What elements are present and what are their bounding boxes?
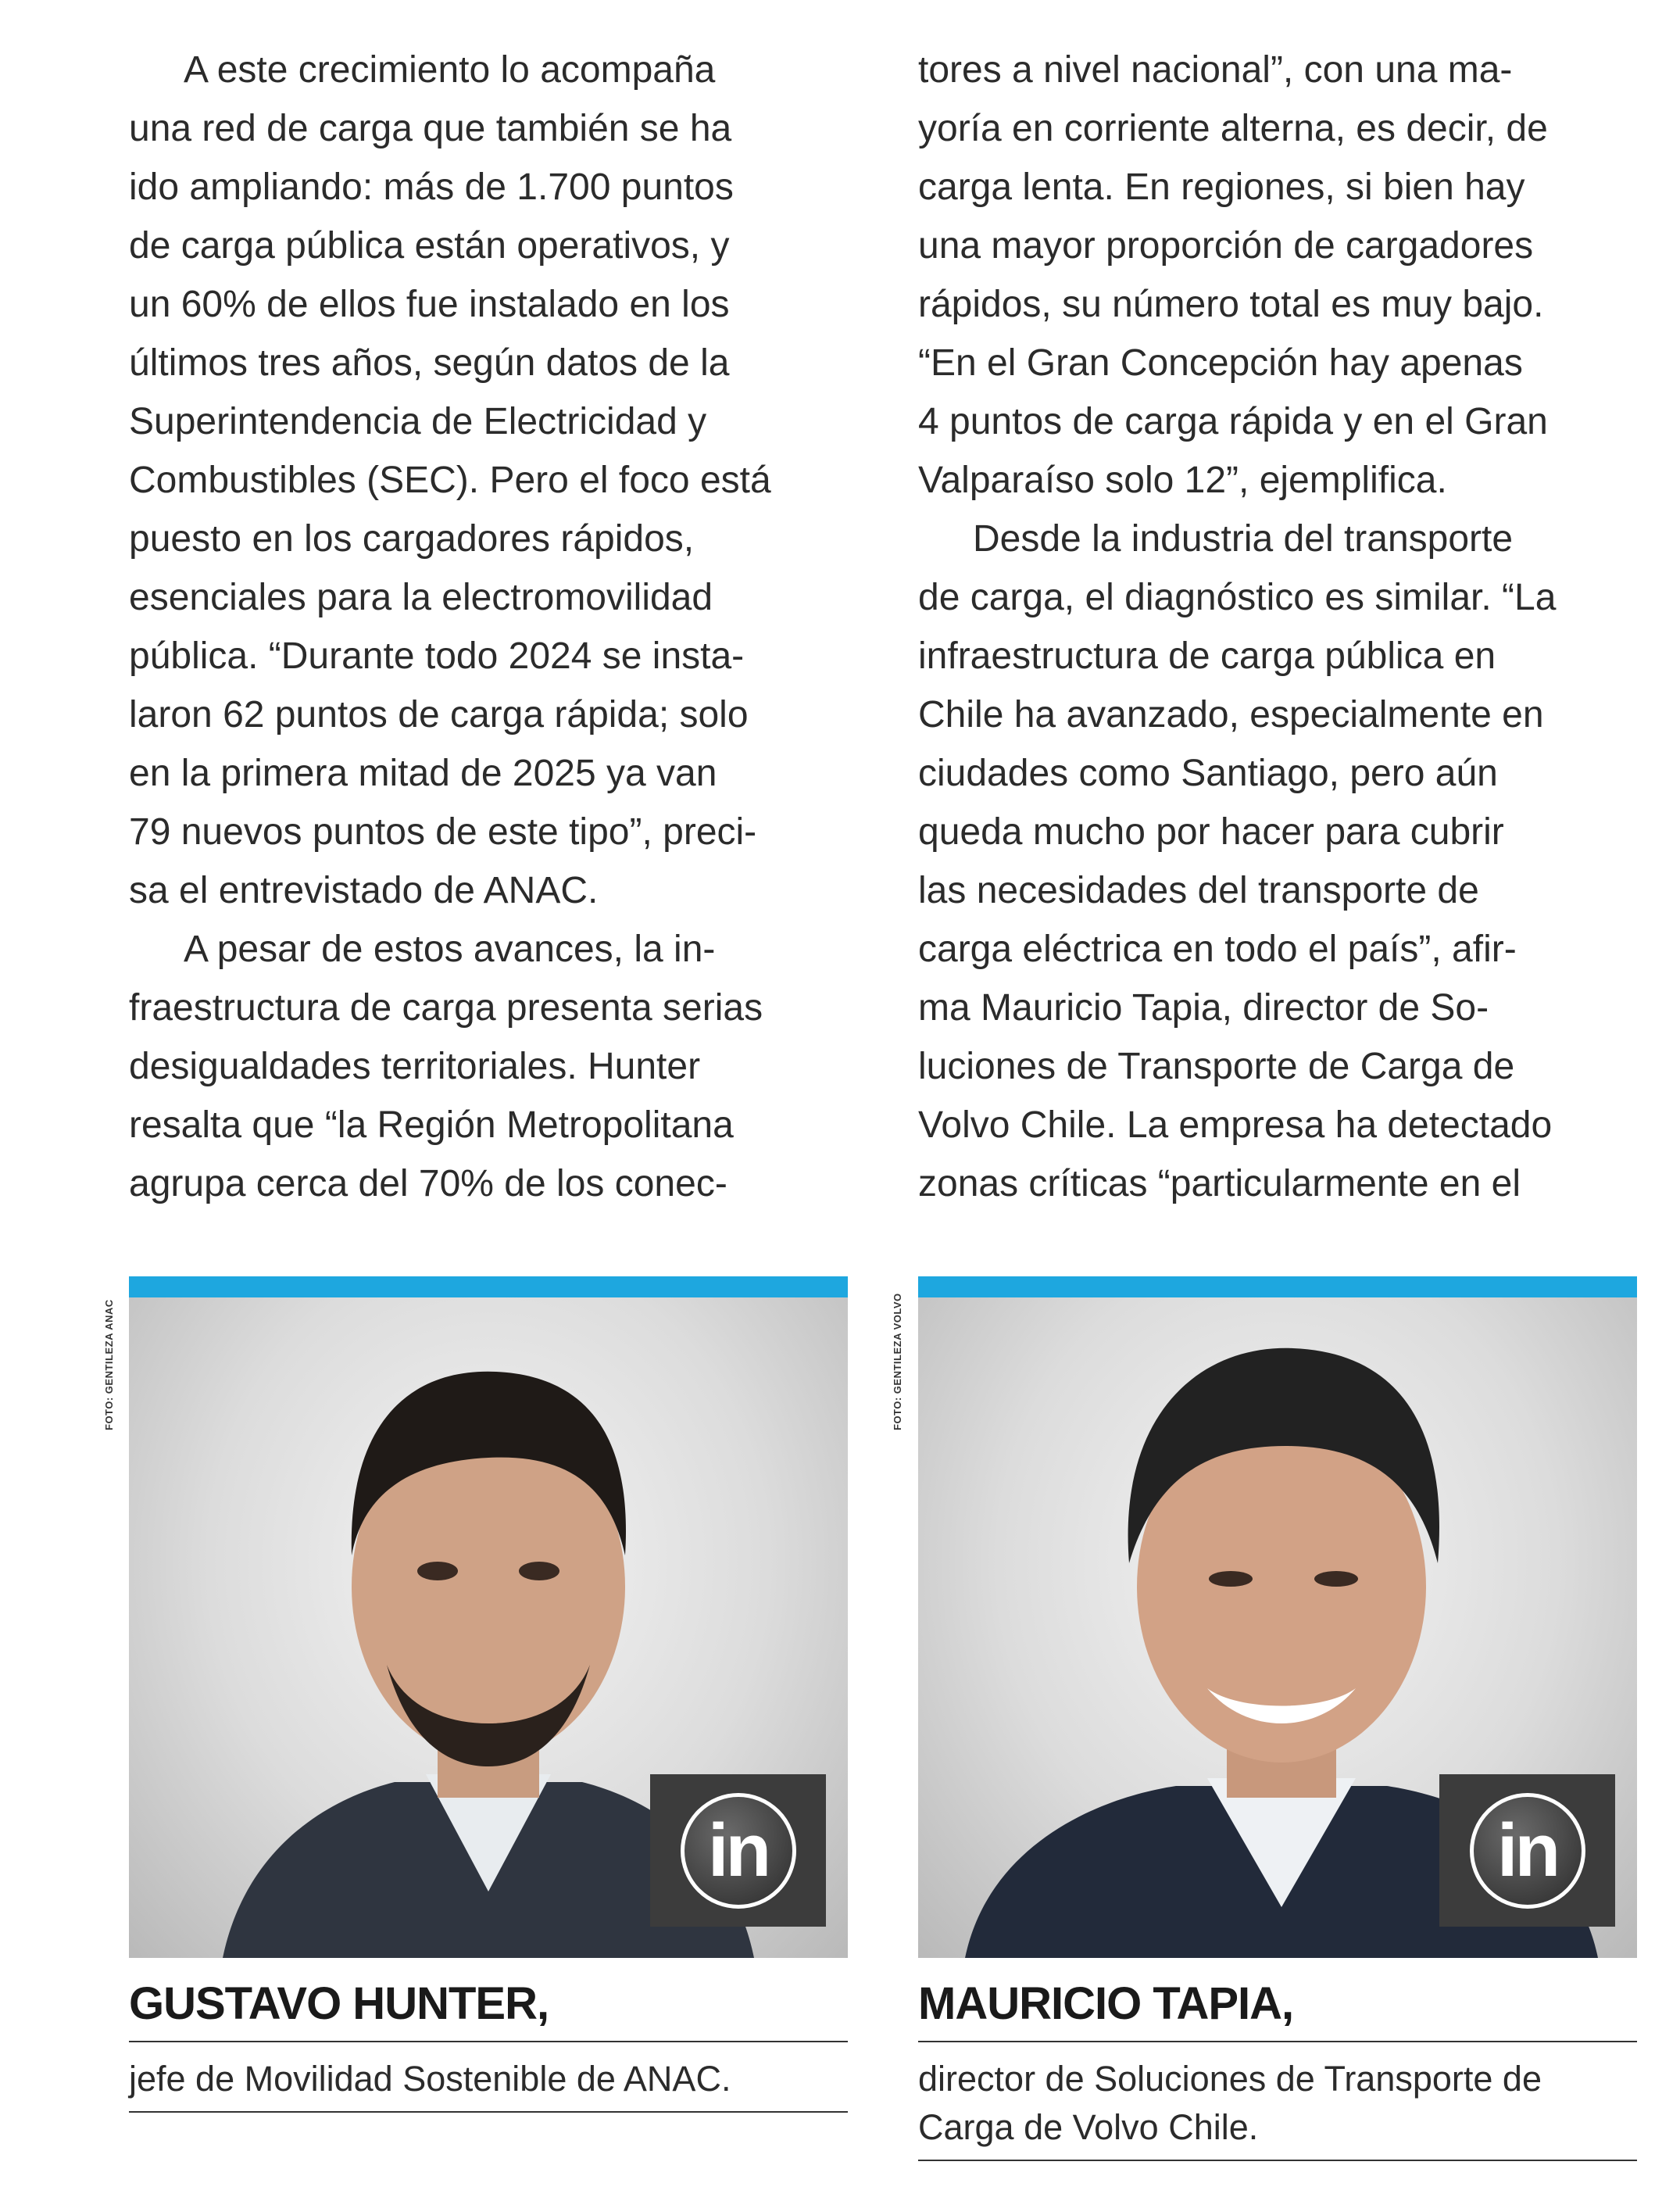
text-line: en la primera mitad de 2025 ya van (129, 753, 717, 794)
role-line: Carga de Volvo Chile. (918, 2107, 1259, 2147)
text-line: ciudades como Santiago, pero aún (918, 753, 1498, 794)
text-line: A este crecimiento lo acompaña (184, 49, 716, 91)
article-column-left (129, 41, 856, 1213)
text-line: una red de carga que también se ha (129, 108, 732, 149)
linkedin-badge[interactable] (650, 1774, 826, 1927)
text-line: carga lenta. En regiones, si bien hay (918, 166, 1525, 208)
role-line: jefe de Movilidad Sostenible de ANAC. (129, 2059, 731, 2099)
text-line: luciones de Transporte de Carga de (918, 1046, 1515, 1087)
text-line: Superintendencia de Electricidad y (129, 401, 707, 442)
text-line: laron 62 puntos de carga rápida; solo (129, 694, 749, 735)
text-line: pública. “Durante todo 2024 se insta- (129, 635, 745, 677)
portrait-photo (129, 1297, 848, 1958)
profile-name: MAURICIO TAPIA, (918, 1978, 1637, 2042)
text-line: “En el Gran Concepción hay apenas (918, 342, 1523, 384)
profile-name: GUSTAVO HUNTER, (129, 1978, 848, 2042)
text-line: últimos tres años, según datos de la (129, 342, 730, 384)
text-line: Combustibles (SEC). Pero el foco está (129, 460, 771, 501)
text-line: desigualdades territoriales. Hunter (129, 1046, 701, 1087)
text-line: 4 puntos de carga rápida y en el Gran (918, 401, 1548, 442)
text-line: esenciales para la electromovilidad (129, 577, 713, 618)
accent-bar (918, 1276, 1637, 1297)
text-line: las necesidades del transporte de (918, 870, 1479, 911)
text-line: Volvo Chile. La empresa ha detectado (918, 1104, 1553, 1146)
profile-card-hunter (129, 1276, 848, 2113)
linkedin-icon (681, 1793, 796, 1909)
photo-credit: FOTO: GENTILEZA ANAC (103, 1299, 115, 1430)
profile-role (129, 2042, 848, 2113)
text-line: tores a nivel nacional”, con una ma- (918, 49, 1513, 91)
linkedin-icon (1470, 1793, 1585, 1909)
text-line: zonas críticas “particularmente en el (918, 1163, 1521, 1204)
text-line: resalta que “la Región Metropolitana (129, 1104, 734, 1146)
linkedin-icon-label: in (1496, 1808, 1558, 1892)
accent-bar (129, 1276, 848, 1297)
text-line: queda mucho por hacer para cubrir (918, 811, 1504, 853)
text-line: de carga, el diagnóstico es similar. “La (918, 577, 1557, 618)
text-line: un 60% de ellos fue instalado en los (129, 284, 730, 325)
text-line: fraestructura de carga presenta serias (129, 987, 763, 1029)
profile-card-tapia (918, 1276, 1637, 2161)
text-line: sa el entrevistado de ANAC. (129, 870, 599, 911)
profile-role (918, 2042, 1637, 2161)
text-line: agrupa cerca del 70% de los conec- (129, 1163, 727, 1204)
text-line: ma Mauricio Tapia, director de So- (918, 987, 1489, 1029)
article-column-right (918, 41, 1645, 1213)
text-line: 79 nuevos puntos de este tipo”, preci- (129, 811, 757, 853)
text-line: una mayor proporción de cargadores (918, 225, 1534, 267)
text-line: carga eléctrica en todo el país”, afir- (918, 929, 1517, 970)
linkedin-badge[interactable] (1439, 1774, 1615, 1927)
linkedin-icon-label: in (707, 1808, 769, 1892)
text-line: ido ampliando: más de 1.700 puntos (129, 166, 734, 208)
text-line: yoría en corriente alterna, es decir, de (918, 108, 1548, 149)
text-line: Desde la industria del transporte (973, 518, 1514, 560)
text-line: puesto en los cargadores rápidos, (129, 518, 695, 560)
text-line: Valparaíso solo 12”, ejemplifica. (918, 460, 1447, 501)
text-line: infraestructura de carga pública en (918, 635, 1496, 677)
text-line: de carga pública están operativos, y (129, 225, 730, 267)
portrait-photo (918, 1297, 1637, 1958)
role-line: director de Soluciones de Transporte de (918, 2059, 1542, 2099)
text-line: Chile ha avanzado, especialmente en (918, 694, 1544, 735)
photo-credit: FOTO: GENTILEZA VOLVO (892, 1293, 903, 1430)
text-line: rápidos, su número total es muy bajo. (918, 284, 1544, 325)
text-line: A pesar de estos avances, la in- (184, 929, 716, 970)
